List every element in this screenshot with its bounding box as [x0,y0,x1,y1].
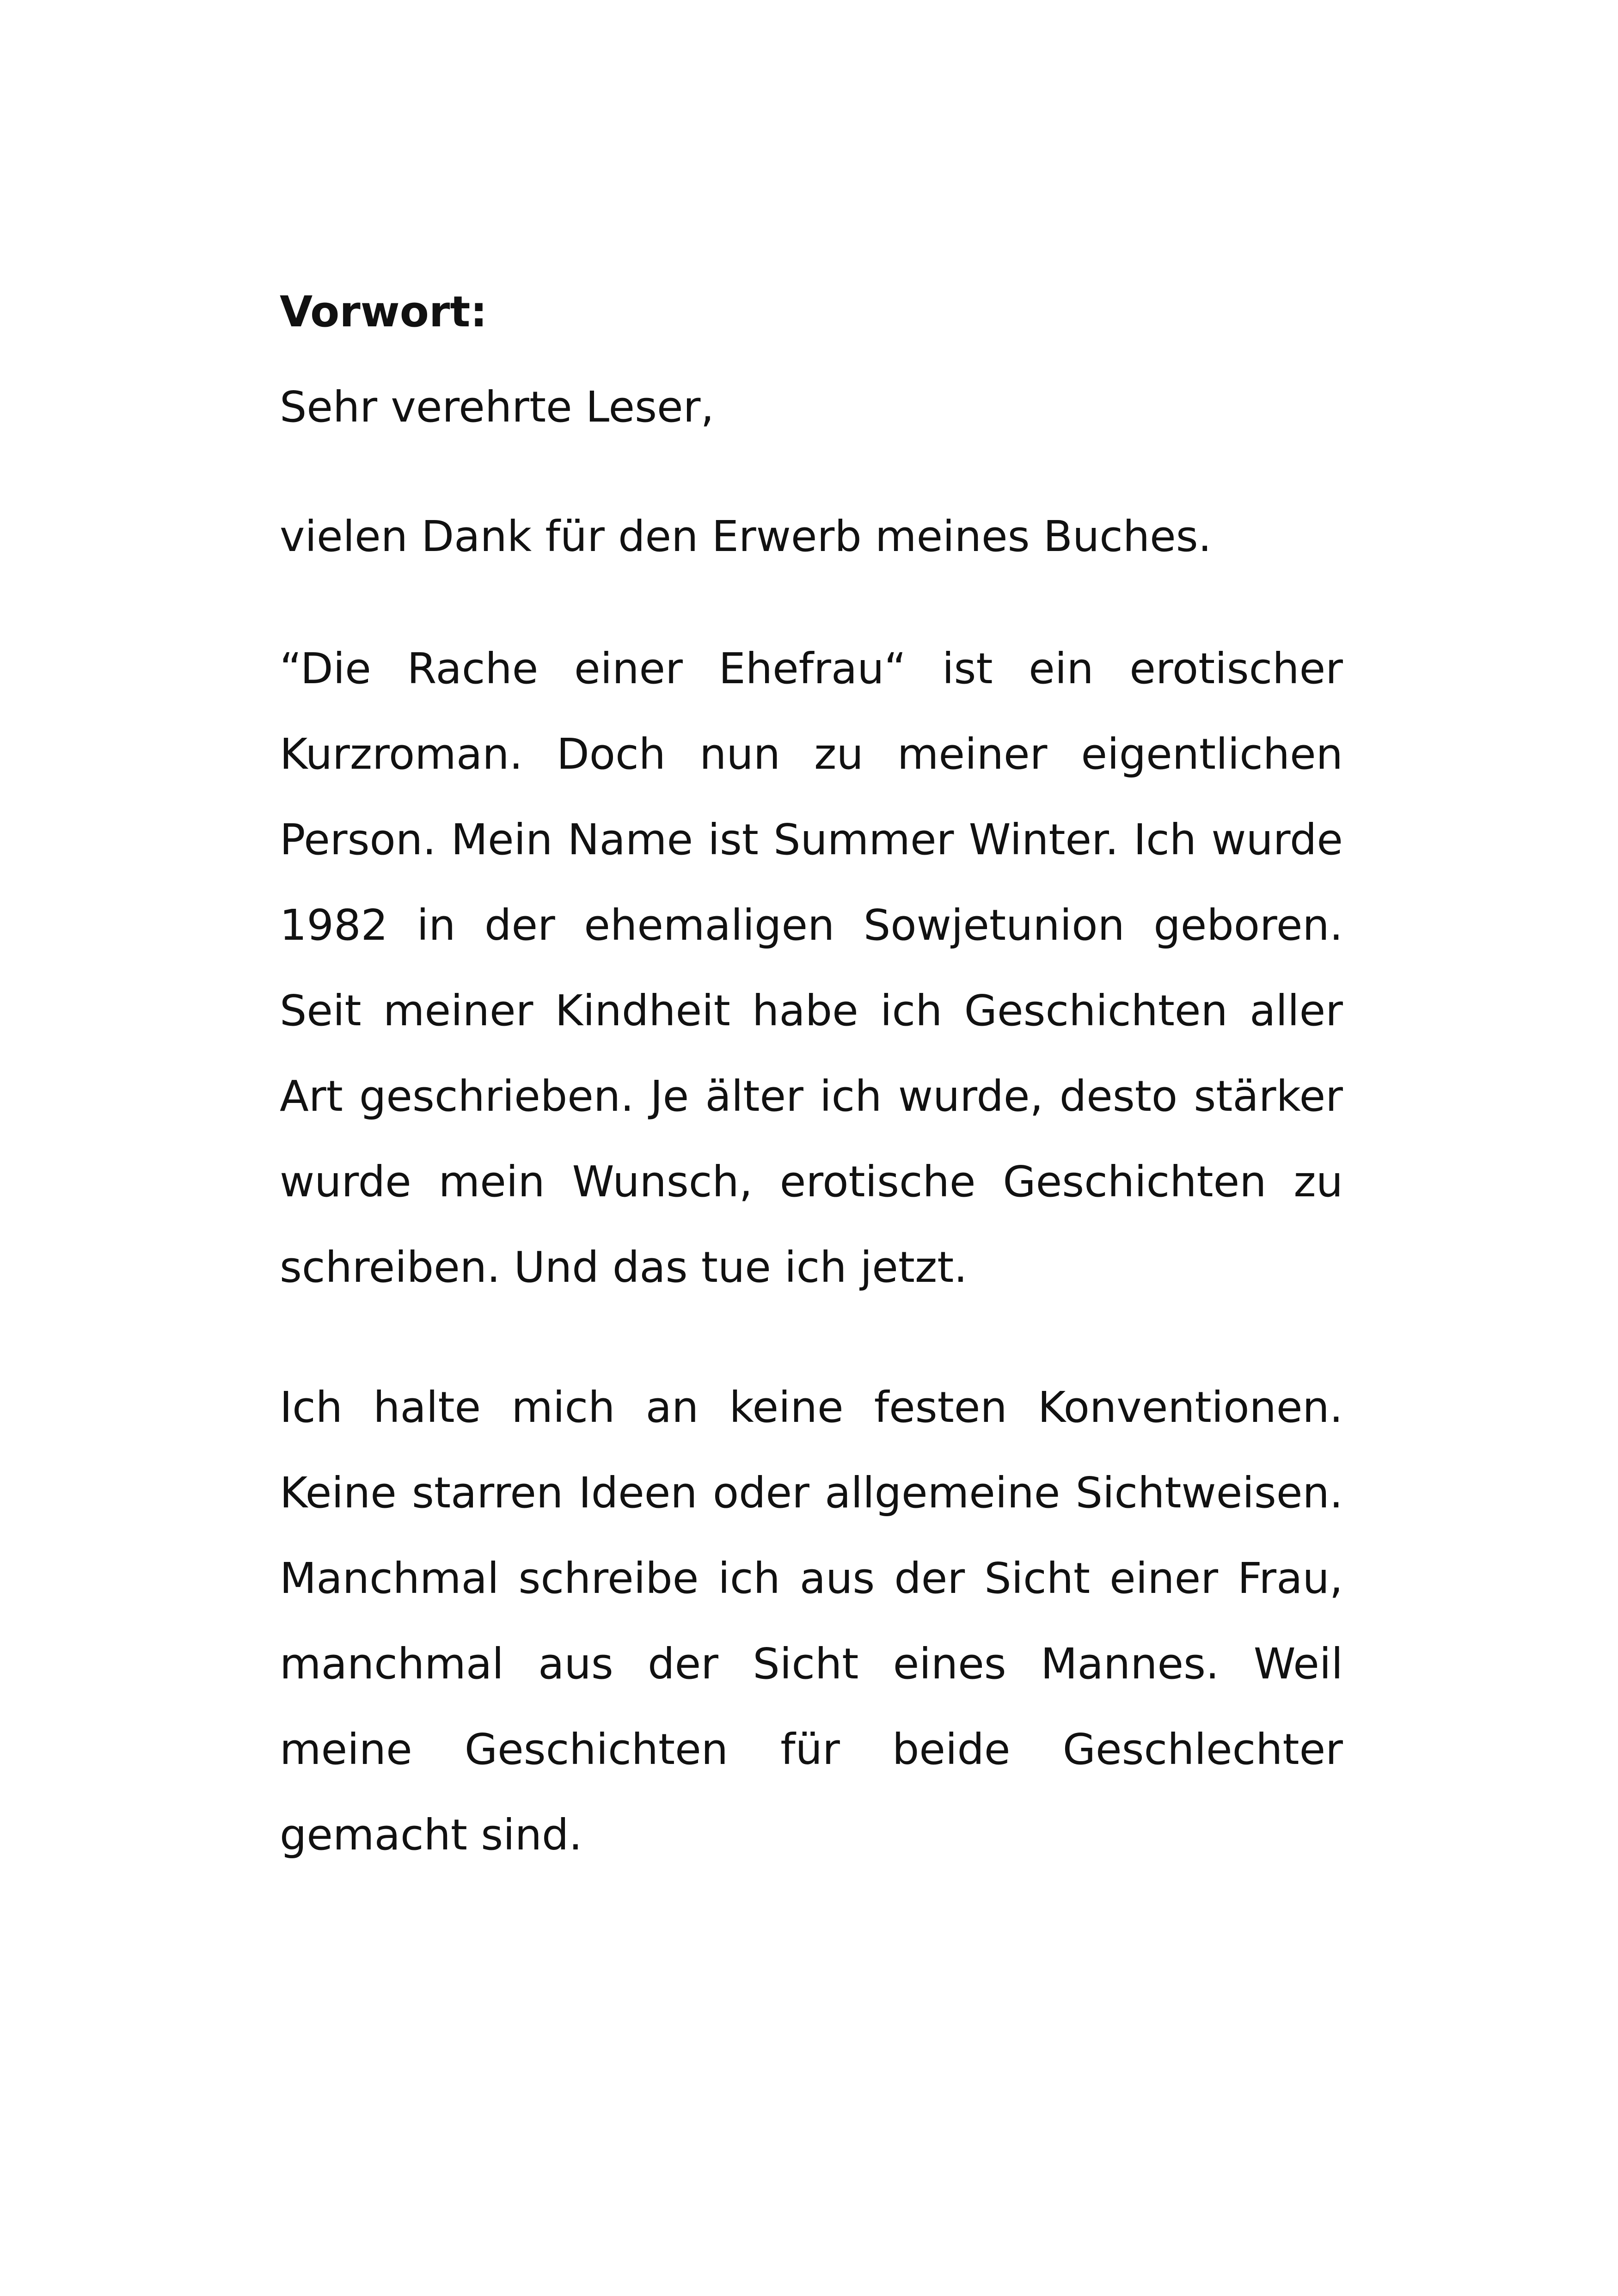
thanks-line: vielen Dank für den Erwerb meines Buches. [280,512,1212,561]
body-paragraph: Ich halte mich an keine festen Konventionen. Keine starren Ideen oder allgemeine Sichtweisen. Manchmal schreibe ich aus der Sicht einer Frau, manchmal aus der Sicht eines Mannes. Weil meine Geschichten für beide Geschlechter gemacht sind. [280,1383,1343,1860]
section-heading: Vorwort: [280,287,488,337]
salutation-line: Sehr verehrte Leser, [280,382,714,432]
body-paragraph: “Die Rache einer Ehefrau“ ist ein erotischer Kurzroman. Doch nun zu meiner eigentlichen Person. Mein Name ist Summer Winter. Ich wurde 1982 in der ehemaligen Sowjetunion geboren. Seit meiner Kindheit habe ich Geschichten aller Art geschrieben. Je älter ich wurde, desto stärker wurde mein Wunsch, erotische Geschichten zu schreiben. Und das tue ich jetzt. [280,644,1343,1292]
page-content [280,277,1343,1878]
